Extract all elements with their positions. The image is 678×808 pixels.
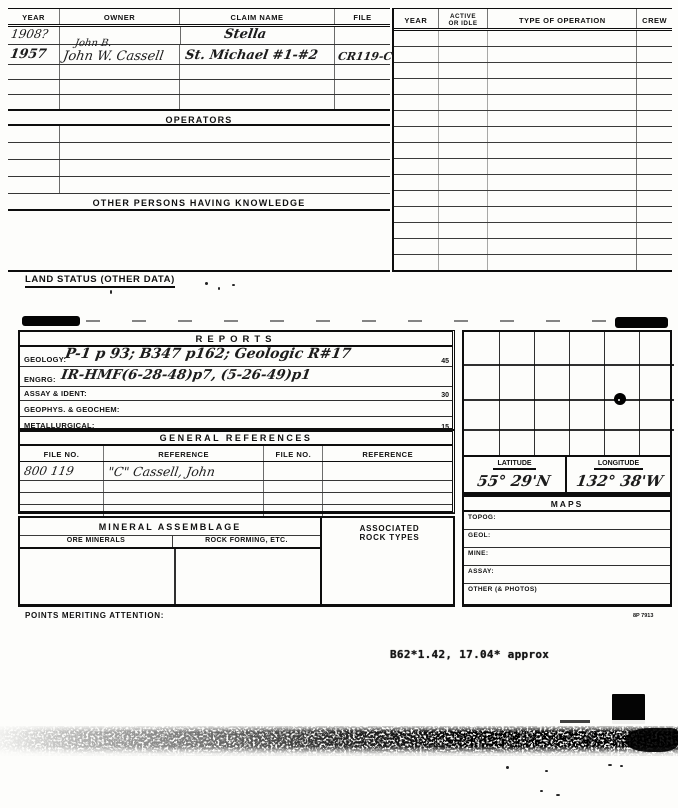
table-row (20, 504, 452, 516)
geophys-geochem-label: GEOPHYS. & GEOCHEM: (24, 405, 120, 414)
maps-row-geol: GEOL: (464, 530, 670, 548)
claim-location-dot (614, 393, 626, 405)
owner-insert: John B. (74, 38, 113, 49)
mineral-assemblage-left (20, 518, 322, 604)
associated-label-line1: ASSOCIATED (359, 524, 420, 533)
or-idle-label: OR IDLE (448, 20, 478, 27)
table-row (394, 207, 672, 223)
typed-annotation: B62*1.42, 17.04* approx (390, 648, 550, 661)
claim-row-1957 (8, 38, 394, 64)
geology-label: GEOLOGY: (24, 355, 67, 364)
reference-file-no-value: 800 119 (23, 464, 75, 478)
longitude-label: LONGITUDE (594, 460, 643, 470)
lat-long-box (462, 455, 672, 495)
other-persons-section-header: OTHER PERSONS HAVING KNOWLEDGE (8, 194, 390, 211)
column-header-rock-forming: ROCK FORMING, ETC. (173, 535, 320, 547)
reference-value: "C" Cassell, John (107, 464, 217, 479)
reports-title: REPORTS (20, 332, 452, 347)
column-header-type-of-operation: TYPE OF OPERATION (488, 9, 637, 28)
grid-scale-45: 45 (441, 358, 449, 365)
grid-scale-15: 15 (441, 424, 449, 431)
operation-table-header (394, 9, 672, 31)
metallurgical-label: METALLURGICAL: (24, 421, 95, 430)
active-label: ACTIVE (449, 13, 477, 20)
operation-table (392, 8, 672, 272)
column-header-file-no: FILE NO. (20, 446, 104, 461)
claim-name-value: St. Michael #1-#2 (184, 48, 319, 63)
maps-box (462, 495, 672, 607)
latitude-cell (464, 457, 567, 492)
table-row (394, 95, 672, 111)
file-number-value: CR119-C (337, 50, 394, 63)
maps-row-mine: MINE: (464, 548, 670, 566)
claims-table (8, 8, 394, 272)
maps-title: MAPS (464, 497, 670, 512)
associated-label-line2: ROCK TYPES (359, 533, 420, 542)
engrg-value: IR-HMF(6-28-48)p7, (5-26-49)p1 (60, 367, 312, 383)
table-row (394, 239, 672, 255)
broken-rule (86, 320, 606, 322)
scan-noise-band (0, 720, 678, 760)
empty-reference-rows (20, 480, 452, 516)
table-row (394, 175, 672, 191)
table-row (394, 255, 672, 271)
engrg-label: ENGRG: (24, 375, 56, 384)
table-row (394, 111, 672, 127)
column-header-reference: REFERENCE (104, 446, 264, 461)
year-value: 1908? (10, 27, 50, 41)
table-row (8, 126, 390, 143)
reports-box (18, 330, 455, 430)
general-references-header (20, 446, 452, 462)
table-row (8, 94, 390, 109)
latitude-label: LATITUDE (493, 460, 535, 470)
report-row-geology (20, 347, 452, 367)
mineral-assemblage-box (18, 516, 455, 607)
other-persons-blank-area (8, 211, 390, 265)
report-row-engrg (20, 367, 452, 387)
scan-smudge-left (22, 316, 80, 326)
table-row (394, 79, 672, 95)
table-row (8, 64, 390, 79)
owner-value: John W. Cassell (62, 49, 165, 64)
maps-row-other: OTHER (& PHOTOS) (468, 586, 538, 593)
mineral-assemblage-title: MINERAL ASSEMBLAGE (98, 522, 242, 532)
table-row (394, 127, 672, 143)
table-row (394, 31, 672, 47)
table-row (394, 223, 672, 239)
table-row (394, 47, 672, 63)
table-row (8, 79, 390, 94)
table-row (394, 143, 672, 159)
latitude-value: 55° 29'N (476, 472, 552, 490)
grid-scale-30: 30 (441, 392, 449, 399)
general-references-box (18, 430, 455, 514)
points-meriting-attention-label: POINTS MERITING ATTENTION: (25, 611, 165, 620)
maps-row-assay: ASSAY: (464, 566, 670, 584)
operator-rows (8, 126, 390, 194)
empty-claim-rows (8, 64, 390, 109)
report-row-assay (20, 387, 452, 401)
year-value: 1957 (9, 47, 48, 62)
scan-smudge-right (615, 317, 668, 328)
column-header-file: FILE (353, 13, 372, 22)
general-references-title: GENERAL REFERENCES (20, 432, 452, 446)
column-header-claim-name: CLAIM NAME (180, 9, 335, 24)
table-row (8, 160, 390, 177)
table-row (8, 177, 390, 194)
geology-value: P-1 p 93; B347 p162; Geologic R#17 (64, 346, 353, 362)
table-row (394, 191, 672, 207)
longitude-cell (567, 457, 670, 492)
location-grid (462, 330, 672, 455)
column-header-reference: REFERENCE (362, 450, 414, 459)
claims-table-header (8, 9, 390, 27)
column-header-crew: CREW (642, 16, 668, 25)
longitude-value: 132° 38'W (575, 472, 665, 490)
claim-row-1908 (8, 27, 390, 44)
table-row (394, 159, 672, 175)
table-row (394, 63, 672, 79)
report-row-geophys (20, 401, 452, 417)
land-status-text: LAND STATUS (OTHER DATA) (25, 274, 175, 285)
column-header-file-no: FILE NO. (264, 446, 323, 461)
reference-row (20, 462, 452, 480)
column-header-year: YEAR (8, 9, 60, 24)
associated-rock-types (322, 518, 457, 604)
operators-section-header: OPERATORS (8, 109, 390, 126)
form-number: 8P 7913 (633, 613, 654, 619)
table-row (8, 143, 390, 160)
claim-name-value: Stella (223, 27, 268, 42)
column-header-ore-minerals: ORE MINERALS (20, 535, 173, 547)
assay-ident-label: ASSAY & IDENT: (24, 389, 87, 398)
operation-rows (394, 31, 672, 271)
maps-row-topog: TOPOG: (464, 512, 670, 530)
table-row (20, 480, 452, 492)
column-header-year: YEAR (394, 9, 439, 28)
column-header-owner: OWNER (60, 9, 180, 24)
column-header-active-or-idle (439, 9, 489, 28)
table-row (20, 492, 452, 504)
land-status-label (25, 274, 175, 288)
